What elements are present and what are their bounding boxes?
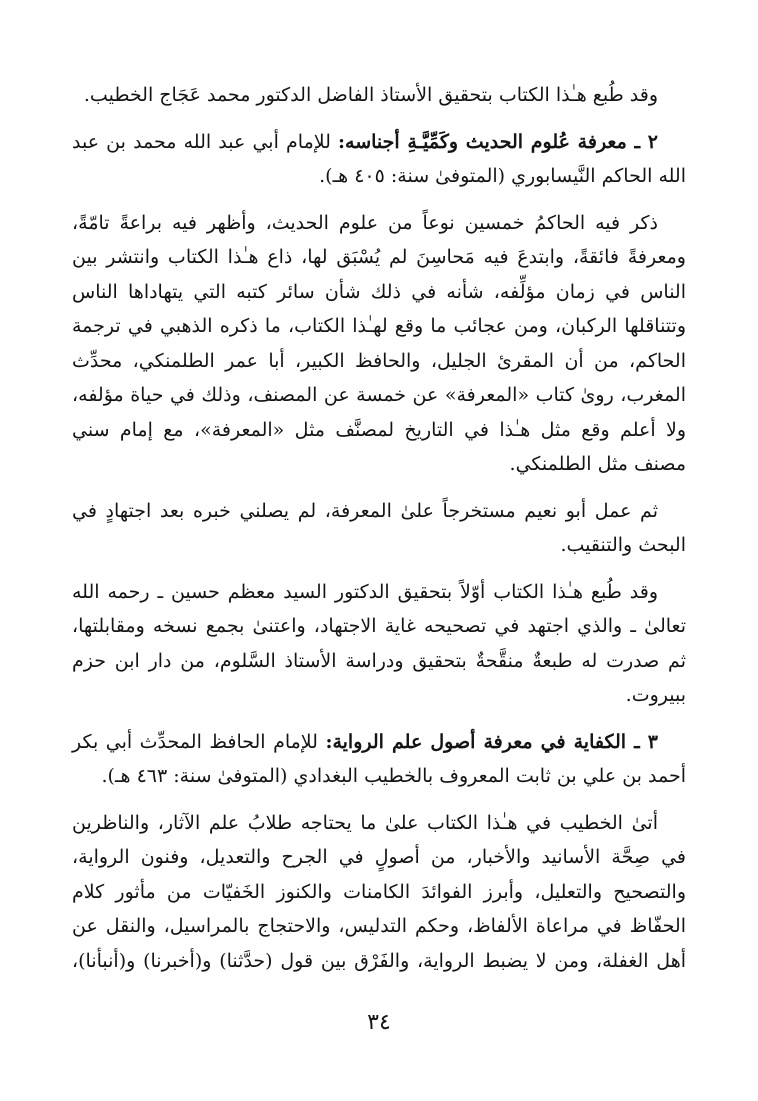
paragraph-book-3-description bbox=[72, 806, 686, 979]
paragraph-text: للإمام الحافظ المحدِّث أبي بكر أحمد بن علي بن ثابت المعروف بالخطيب البغدادي (المتوفىٰ سنة: ٤٦٣ هـ). bbox=[72, 730, 686, 787]
paragraph-text: ثم عمل أبو نعيم مستخرجاً علىٰ المعرفة، لم يصلني خبره بعد اجتهادٍ في البحث والتنقيب. bbox=[72, 499, 686, 556]
book-title-heading: ٣ ـ الكفاية في معرفة أصول علم الرواية: bbox=[325, 730, 658, 753]
paragraph-text: وقد طُبع هـٰذا الكتاب أوّلاً بتحقيق الدكتور السيد معظم حسين ـ رحمه الله تعالىٰ ـ والذي اجتهد في تصحيحه غاية الاجتهاد، واعتنىٰ بجمع نسخه ومقابلتها، ثم صدرت له طبعةٌ منقَّحةٌ بتحقيق ودراسة الأستاذ السَّلوم، من دار ابن حزم ببيروت. bbox=[72, 580, 686, 706]
paragraph-text: وقد طُبع هـٰذا الكتاب بتحقيق الأستاذ الفاضل الدكتور محمد عَجَاج الخطيب. bbox=[83, 84, 658, 106]
paragraph-edition-note-2 bbox=[72, 575, 686, 713]
page-number: ٣٤ bbox=[367, 1010, 391, 1035]
paragraph-text: للإمام أبي عبد الله محمد بن عبد الله الحاكم النَّيسابوري (المتوفىٰ سنة: ٤٠٥ هـ). bbox=[72, 130, 686, 187]
paragraph-mustakhraj-note bbox=[72, 494, 686, 563]
paragraph-book-3-title bbox=[72, 725, 686, 794]
paragraph-text: أتىٰ الخطيب في هـٰذا الكتاب علىٰ ما يحتاجه طلابُ علم الآثار، والناظرين في صِحَّة الأسانيد والأخبار، من أصولٍ في الجرح والتعديل، وفنون الرواية، والتصحيح والتعليل، وأبرز الفوائدَ الكامنات والكنوز الخَفيّات من مأثور كلام الحفّاظ في مراعاة الألفاظ، وحكم التدليس، والاحتجاج بالمراسيل، والنقل عن أهل الغفلة، ومن لا يضبط الرواية، والفَرْق بين قول (حدَّثنا) و(أخبرنا) و(أنبأنا)، bbox=[72, 811, 686, 972]
book-title-heading: ٢ ـ معرفة عُلوم الحديث وكَمِّيَّـةِ أجناسه: bbox=[338, 130, 658, 153]
paragraph-book-2-description bbox=[72, 206, 686, 482]
paragraph-edition-note-1 bbox=[72, 78, 686, 113]
paragraph-text: ذكر فيه الحاكمُ خمسين نوعاً من علوم الحديث، وأظهر فيه براعةً تامّةً، ومعرفةً فائقةً، وابتدعَ فيه مَحاسِنَ لم يُسْبَق لها، ذاع هـٰذا الكتاب وانتشر بين الناس في زمان مؤلِّفه، شأنه في ذلك شأن سائر كتبه التي يتهاداها الناس وتتناقلها الركبان، ومن عجائب ما وقع لهـٰذا الكتاب، ما ذكره الذهبي في ترجمة الحاكم، من أن المقرئ الجليل، والحافظ الكبير، أبا عمر الطلمنكي، محدِّث المغرب، روىٰ كتاب «المعرفة» عن خمسة عن المصنف، وذلك في حياة مؤلفه، ولا أعلم وقع مثل هـٰذا في التاريخ لمصنَّف مثل «المعرفة»، مع إمام سني مصنف مثل الطلمنكي. bbox=[72, 211, 686, 475]
paragraph-book-2-title bbox=[72, 125, 686, 194]
page-body bbox=[72, 78, 686, 978]
